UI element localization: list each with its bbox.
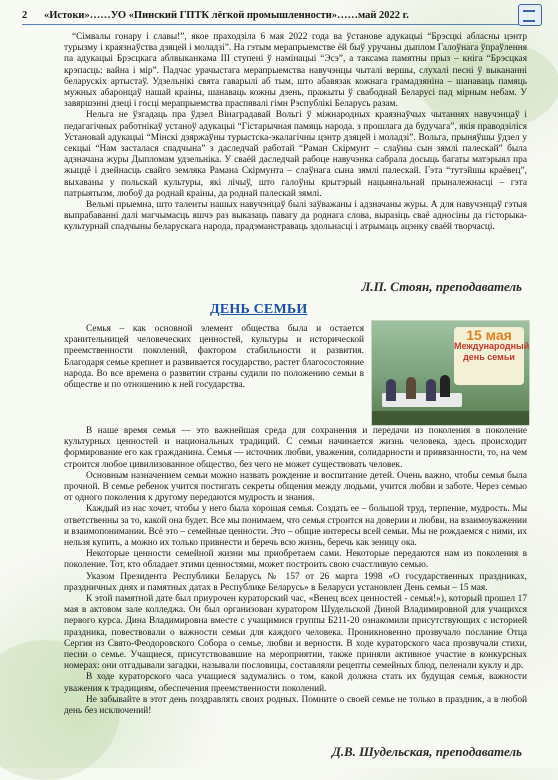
paragraph: В наше время семья — это важнейшая среда для сохранения и передачи из поколения в поколение культурных ценностей и национальных традиций. С семьи начинается жизнь человека, здесь происходит формирование его как гражданина. Семья — источник любви, уважения, солидарности и привязанности, то, на чем строится любое цивилизованное общество, без чего не может существовать человек. — [64, 426, 527, 470]
paragraph: “Сімвалы гонару і славы!”, якое праходзіла 6 мая 2022 года ва ўстанове адукацыі “Брэсцкі абласны цэнтр турызму і краязнаўства дзяцей і моладзі”. На гэтым мерапрыемстве ёй быў уручаны дыплом Галоўнага ўпраўлення па адукацыі Брэсцкага аблвыканкама ІІІ ступені ў намінацыі “Эсэ”, а таксама памятны прыз – кніга “Брэсцкая крэпасць: вайна і мір”. Падчас урачыстага мерапрыемства навучэнцы чыталі вершы, слухалі песні ў выкананні беларускіх артыстаў. Удзельнікі свята гаварылі аб тым, што абавязак кожнага грамадзяніна – шанаваць памяць мужных абаронцаў нашай краіны, шанаваць кожны дзень, пражыты ў свабоднай Беларусі пад мірным небам. У завяршэнні дзеці і госці мерапрыемства праспявалі гімн Рэспублікі Беларусь разам. — [64, 32, 527, 110]
event-photo — [371, 320, 530, 426]
photo-person — [426, 379, 436, 401]
paragraph: Указом Президента Республики Беларусь № 157 от 26 марта 1998 «О государственных праздниках, праздничных днях и памятных датах в Республике Беларусь» в Беларуси установлен День семьи – 15 мая. — [64, 571, 527, 593]
paragraph: Нельга не ўзгадаць пра ўдзел Вінаградавай Вольгі ў міжнародных краязнаўчых чытаннях навучэнцаў і педагагічных работнікаў устаноў адукацыі “Гістарычная памяць народа. з прошлага да будучага”, якія праводзіліся Установай адукацыі “Мінскі дзяржаўны турыстска-экалагічны цэнтр дзяцей і моладзі”. Вольга, прыняўшы ўдзел у секцыі “Нам засталася спадчына” з даследчай работай “Раман Скірмунт – слаўны сын зямлі палескай” была адзначана журы Дыпломам удзельніка. У сваёй даследчай рабоце навучэнка сабрала досыць багаты матэрыял пра жыццё і дзейнасць свайго земляка Рамана Скірмунта – слаўнага сына зямлі палескай. Гэта “тутэйшы краёвец”, выхаваны у польскай культуры, які лічыў, што галоўны крытэрый нацыянальнай прыналежнасці – гэта патрыятызм, любоў да роднай краіны, да роднай палескай зямлі. — [64, 110, 527, 199]
header-title: «Истоки»……УО «Пинский ГПТК лёгкой промышленности»……май 2022 г. — [44, 9, 409, 21]
article-belarusian — [64, 32, 527, 234]
photo-banner: 15 мая Международный день семьи — [454, 327, 524, 385]
photo-person — [386, 379, 396, 401]
paragraph: Каждый из нас хочет, чтобы у него была хорошая семья. Создать ее – большой труд, терпение, мудрость. Мы ответственны за то, какой она будет. Все мы понимаем, что семья строится на доверии и любви, на взаимоуважении и взаимопонимании. Всё это – семейные ценности. Это – общие интересы всей семьи. Мы не рождаемся с ними, их нельзя купить, а можно их только привнести и беречь всю жизнь, беречь как зеницу ока. — [64, 504, 527, 549]
paragraph: В ходе кураторского часа учащиеся задумались о том, какой должна стать их будущая семья, важности уважения к традициям, обеспечения преемственности поколений. — [64, 672, 527, 694]
page-number: 2 — [22, 9, 28, 21]
intro-paragraph — [64, 324, 364, 391]
photo-stage — [372, 411, 529, 425]
college-logo-icon — [518, 4, 542, 26]
paragraph: К этой памятной дате был приурочен кураторский час, «Венец всех ценностей - семья!»), который прошел 17 мая в актовом зале колледжа. Он был организован куратором Шудельской Диной Владимировной для учащихся первого курса. Дина Владимировна вместе с учащимися группы Б211-20 ознакомили присутствующих с историей праздника, повествовали о важности семьи для каждого человека. Проникновенно прозвучало послание Отца Сергия из Свято-Феодоровского Собора о семье, любви и верности. В ходе кураторского часа прозвучали стихи, песни о семье. Учащиеся, присутствовавшие на мероприятии, также приняли активное участие в конкурсных номерах: они отгадывали загадки, называли пословицы, составляли рецепты семейных блюд, пеленали куклу и др. — [64, 594, 527, 672]
paragraph: Семья – как основной элемент общества была и остается хранительницей человеческих ценностей, культуры и исторической преемственности поколений, фактором стабильности и развития. Благодаря семье крепнет и развивается государство, растет благосостояние народа. Во все времена о развитии страны судили по положению семьи в обществе и по отношению к ней государства. — [64, 324, 364, 391]
paragraph: Не забывайте в этот день поздравлять своих родных. Помните о своей семье не только в праздник, а в любой день без исключений! — [64, 694, 527, 717]
paragraph: Основным назначением семьи можно назвать рождение и воспитание детей. Очень важно, чтобы семья была прочной. В семье ребенок учится постигать секреты общения между людьми, учится любви и заботе. Через семью от одного поколения к другому передаются мудрость и знания. — [64, 470, 527, 504]
section-heading: ДЕНЬ СЕМЬИ — [210, 302, 308, 317]
page-header — [22, 6, 534, 25]
paragraph: Некоторые ценности семейной жизни мы приобретаем сами. Некоторые передаются нам из поколения в поколение. Тот, кто обладает этими ценностями, может построить свою счастливую семью. — [64, 549, 527, 571]
author-signature: Д.В. Шудельская, преподаватель — [331, 744, 522, 759]
photo-person — [406, 377, 416, 399]
photo-person — [440, 375, 450, 397]
paragraph: Вельмі прыемна, што таленты нашых навучэнцаў былі заўважаны і адзначаны журы. А для навучэнцаў гэтыя выпрабаванні далі магчымасць яшчэ раз выказаць павагу да роднага слова, выразіць сваё адносіны да гісторыка-культурнай спадчыны беларускага народа, прадэманстраваць здольнасці і атрымаць ацэнку сваёй творчасці. — [64, 200, 527, 233]
author-signature: Л.П. Стоян, преподаватель — [361, 279, 522, 294]
article-family-day — [64, 426, 527, 717]
